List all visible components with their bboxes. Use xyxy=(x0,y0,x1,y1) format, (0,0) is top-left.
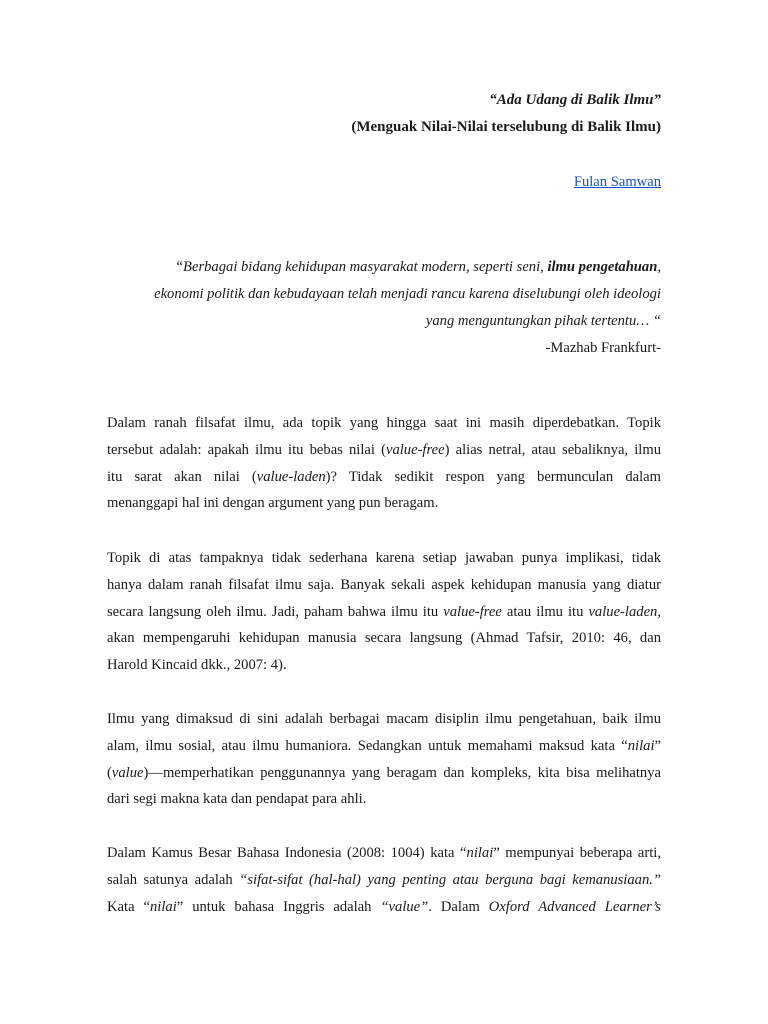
paragraph-4: Dalam Kamus Besar Bahasa Indonesia (2008: 1004) kata “nilai” mempunyai beberapa arti, salah satunya adalah “sifat-sifat (hal-hal) yang penting atau berguna bagi kemanusiaan.” Kata “nilai” untuk bahasa Inggris adalah “value”. Dalam Oxford Advanced Learner’s xyxy=(107,845,662,915)
document-subtitle: (Menguak Nilai-Nilai terselubung di Balik Ilmu) xyxy=(351,119,661,135)
epigraph-line-2: ekonomi politik dan kebudayaan telah menjadi rancu karena diselubungi oleh ideologi xyxy=(154,286,661,302)
author-link[interactable]: Fulan Samwan xyxy=(573,174,661,190)
paragraph-3: Ilmu yang dimaksud di sini adalah berbagai macam disiplin ilmu pengetahuan, baik ilmu alam, ilmu sosial, atau ilmu humaniora. Sedangkan untuk memahami maksud kata “nilai” (value)—memperhatikan penggunannya yang beragam dan kompleks, kita bisa melihatnya dari segi makna kata dan pendapat para ahli. xyxy=(107,711,661,808)
epigraph-bold: ilmu pengetahuan xyxy=(547,259,658,275)
epigraph-line-3: yang menguntungkan pihak tertentu… “ xyxy=(425,313,661,329)
epigraph-source: -Mazhab Frankfurt- xyxy=(545,340,661,356)
paragraph-1: Dalam ranah filsafat ilmu, ada topik yang hingga saat ini masih diperdebatkan. Topik tersebut adalah: apakah ilmu itu bebas nilai (value-free) alias netral, atau sebaliknya, ilmu itu sarat akan nilai (value-laden)? Tidak sedikit respon yang bermunculan dalam menanggapi hal ini dengan argument yang pun beragam. xyxy=(107,415,661,512)
document-title: “Ada Udang di Balik Ilmu” xyxy=(489,92,661,108)
epigraph xyxy=(154,254,661,362)
paragraph-2: Topik di atas tampaknya tidak sederhana karena setiap jawaban punya implikasi, tidak hanya dalam ranah filsafat ilmu saja. Banyak sekali aspek kehidupan manusia yang diatur secara langsung oleh ilmu. Jadi, paham bahwa ilmu itu value-free atau ilmu itu value-laden, akan mempengaruhi kehidupan manusia secara langsung (Ahmad Tafsir, 2010: 46, dan Harold Kincaid dkk., 2007: 4). xyxy=(107,550,661,674)
epigraph-line-1: “Berbagai bidang kehidupan masyarakat modern, seperti seni, ilmu pengetahuan, xyxy=(174,259,661,275)
